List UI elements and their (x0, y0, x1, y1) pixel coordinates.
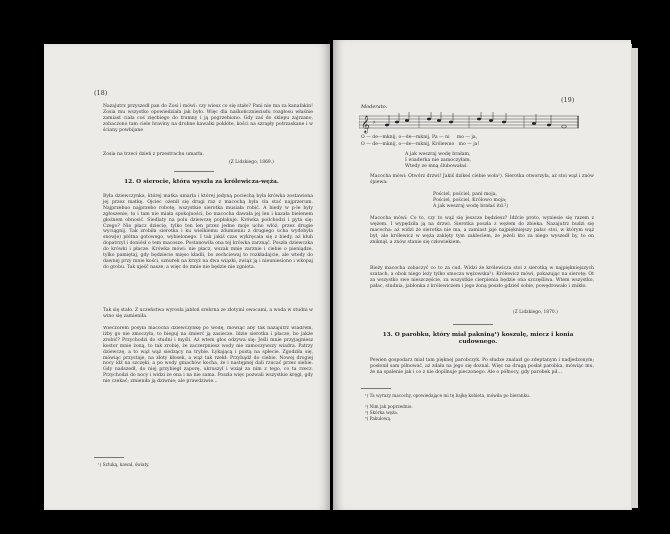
left-footnote-rule (94, 457, 124, 458)
right-footnote-rule (361, 388, 391, 389)
right-footnote-1: ¹) Ta wyrazy macochy, opowiedające mi tę bajkę kobieta, mówiła po bieranku. (365, 393, 531, 398)
right-page-number: (19) (561, 96, 575, 104)
left-divider (174, 171, 214, 172)
verse-2-line-2: Pościel, pościel, Królowo moja; (433, 198, 507, 203)
music-lyric-1: O — de—mknij, o—de—mknij, Pa — ni mo — ja, (361, 135, 478, 140)
section-12-paragraph-2: Tak się stało. Z uczeństwa wyrosła jabłoń srebrna ze złotymi owocami, a woda w studni w wino się zamieniła. (103, 308, 313, 319)
verse-2-line-1: Pościel, pościel, pani moja, (433, 192, 497, 197)
left-paragraph-1: Nazajutrz przyszedł pan do Zosi i mówi: czy wiesz co się stało? Pani nie ma za kanafakin! Zosia mu wszystko opowiedziała jak było. Więc dla naśkończniezisdu rozgłosu właśnie zamiast ciała coś zięcbiego do trumny i ją pogrzebiono. Gdy zaś do sklepu zajrzano, zobaczono tam ciele hraviny na drobne kawalki pokłóte, kości na szrapły potrzaskane i w ściany powbijane (103, 104, 313, 133)
right-divider (453, 324, 493, 325)
left-source-1: (Z Lidzkiego, 1869.) (229, 160, 274, 165)
right-footnote-2: ²) Nim jak poprzednio. (365, 404, 413, 409)
section-12-paragraph-3: Wieczorem posyła macocha dziewczynkę po wodę, mówiąc aby tak nazajutrz wiadrem, iżby go nie zmoczyła, to bieguj na śmierć ją zasiecze. Idzie sierotka i płacze, bo jakże zrobić? Przychodzi do studni i myśli. Aż wtem głos odzywa się: Jeśli mnie przyjagniesz kostor mnie żoną, to tak zrobię, że zaczerpniesz wody nie zamoczywszy wiadra. Patrzy dziewczę, a to wąż wąż siedzący na trybie. Łykającą i pustą na spłecie. Zgodziła się, mówiąc przystaje, na złoty kłosek, a wąż tak rzekł: Przybądź do ciebie. Nowej drogiej nocy idź na szczęki, a po wody gmachów kocha, że i następnej dali rzucać przez siebie. Gdy nadszedł, do niej przybiegł zaporę, ukruszył i wziął za nim z tego, co ta rzecz. Przychodzi do nocy i widzi że ona i na nie sama. Poszła więc pozwali wszystkie kręgi, gdy nie czekać; zmieniła ją dziwnie; ale prawdziwie... (103, 326, 313, 385)
right-footnote-4: ⁴) Pakułową. (365, 416, 392, 421)
right-footnote-3: ³) Skórka węża. (365, 410, 399, 415)
section-13-title: 13. O parobku, który miał pakniną¹) koszulę, miecz i konia cudownego. (382, 332, 574, 345)
right-page (333, 40, 631, 510)
svg-text:𝄞: 𝄞 (361, 115, 370, 133)
verse-2-line-3: A jak weszraj wodę brałaś itd.²) (433, 204, 509, 209)
right-source-2: (Z Lidzkiego, 1870.) (513, 310, 558, 315)
left-page-number: (18) (94, 89, 108, 97)
music-staff (359, 112, 579, 134)
verse-1-line-3: Wtedy ze mną ślubowałaś. (405, 164, 468, 169)
section-13-paragraph: Pewien gospodarz miał tam pięknej parobczyk. Po słudze znalazł go zdeptanym i nadjedzonym; posłonił sam pilnować, aż zdała na jego się doznal. Więc na drugą posłał parobka, mówiąc mu, że na spalenie jak i co z nie dopilnuje pieczonego. Ale o północy, gdy parobek pił… (370, 358, 594, 375)
section-12-title: 12. O sierocie, która wyszła za królewicza-węża. (124, 179, 279, 185)
music-lyric-2: O — de—mknij, o—de—mknij, Królewno mo — ja! (361, 142, 480, 147)
left-page (44, 44, 330, 510)
right-paragraph-a: Macocha mówi: Otwórz drzwi! Jakiś dzikeś ciebie woła¹). Sierotka otworzyła, aż stoi wąż i znów śpiewa: (370, 174, 594, 185)
section-12-paragraph-1: Była dziewczynka, której matka umarła i której jedyną pociechą była krówka zostawiona jej przez matkę. Ojciec ożenił się drugi raz z macochą była cła stać najprzerum. Najprzebuo najprzebo robotę, wszystkie sierotka musiała robić. A biedy w p-le były zgłoszenie, to i tam nie miała spokojności, bo macocha dawała jej len i kazała bielenem głośnem obnosić. Siedlaty na polu dziewczę popłakuje. Krówka podchodzi i pyta się: Czego? Nie płacz dziecię, tylko ten len przez jedne moje ucho włóż, przez drugie wyciągnij. Tak zrobiła sierotka i ku wielkiemu zdumieniu z drugiego ucha wydobyła snowje) płótna gotowego, wybielonego. I tak jakiś czas wykręcała się z biedy, aż kłuh dopatrzył i doniósł o tem macosze. Postanowiła ona tej krówka zarznąć. Poszła dziewczka do krówki i płacze. Krówka mówi: nie płacz, wszak mnie zarznie i ciebie o pieniądze, tylko pamiętaj, gdy będziecie mięso kładli, bo zechciewaj to rozkładajcie, ale wtedy do dawnej przy mnie kości, sznurek na krzyż na dwa wiązki, zwiąż ją i nieuniesiono i wkopaj do grobu. Tak ujeść nasze, a więc do mnie nie będzie nie zgniota. (103, 194, 313, 270)
verse-1-line-1: A jak weszraj wodę brałam, (405, 152, 471, 157)
verse-1-line-2: I wiaderka nie zamoczyłam, (405, 158, 472, 163)
right-paragraph-c: Bieży macocha zobaczyć co to za cud. Widzi że królewicza stoi z sierotką w najpiękniejszych szatach, a obok niego leży tylko smocza wężowska³). Królewicz mówi, pokazując na sierotę: Ot za wszystko swe nieszczęście, za wszystkie cierpienia będzie ona szczęśliwa. Wtem wszystko, pałac, studnia, jabłonka z królewiczem i jego żoną poszło gdzieś sobie, powędrowało i znikło. (370, 266, 594, 289)
right-paragraph-b: Macocha mówi: Co to, czy to wąż się jeszcze będziesz? Idźcie proto, wyniesie się razem z wężem. I wypędziła ją na drzwi. Sierotka poszła z wężem do zbieka. Nazajutrz budzi się macocha: aż widzi że sierotka nie ma, a zamiast jaje najpiękniejszy pałac stoi, w którym wąż był, ale królewicz w węża zaklęty tym zakleciem, że jeżeli kto za niego wyszedł by, to on zniknął, a znów stanie się człowiekiem. (370, 216, 594, 245)
left-paragraph-1-last: Zosia na trzeci dzień z przestrachu umarła. (103, 152, 204, 157)
svg-text:♯: ♯ (373, 120, 376, 126)
music-tempo: Moderato. (361, 104, 388, 110)
left-footnote: ¹) Sztuką, kawał, światy. (98, 462, 150, 467)
